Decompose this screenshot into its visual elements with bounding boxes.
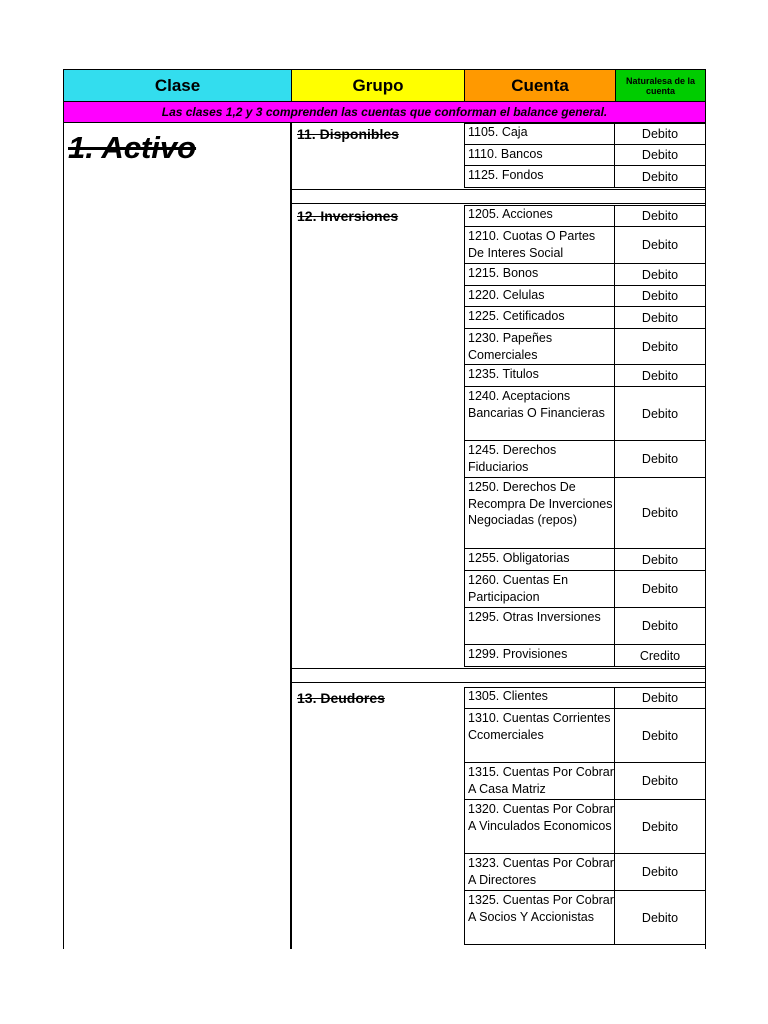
account-label: 1323. Cuentas Por Cobrar A Directores [464, 854, 615, 891]
group-spacer-row [292, 668, 706, 683]
account-label: 1110. Bancos [464, 145, 615, 166]
info-banner: Las clases 1,2 y 3 comprenden las cuentas que conforman el balance general. [63, 101, 706, 123]
account-nature: Debito [615, 286, 706, 307]
account-nature: Debito [615, 763, 706, 800]
grupo-title: 13. Deudores [297, 690, 385, 706]
account-nature: Debito [615, 608, 706, 645]
header-grupo: Grupo [291, 69, 465, 102]
account-label: 1305. Clientes [464, 687, 615, 709]
group-spacer-row [292, 189, 706, 204]
account-nature: Debito [615, 478, 706, 549]
account-label: 1295. Otras Inversiones [464, 608, 615, 645]
account-label: 1255. Obligatorias [464, 549, 615, 571]
account-label: 1325. Cuentas Por Cobrar A Socios Y Accionistas [464, 891, 615, 945]
account-label: 1125. Fondos [464, 166, 615, 188]
account-label: 1215. Bonos [464, 264, 615, 286]
account-label: 1105. Caja [464, 123, 615, 145]
account-nature: Debito [615, 329, 706, 365]
account-nature: Debito [615, 264, 706, 286]
account-label: 1235. Titulos [464, 365, 615, 387]
account-label: 1205. Acciones [464, 205, 615, 227]
clase-title: 1. Activo [68, 130, 197, 165]
account-nature: Debito [615, 549, 706, 571]
account-nature: Debito [615, 387, 706, 441]
account-nature: Debito [615, 687, 706, 709]
account-label: 1320. Cuentas Por Cobrar A Vinculados Economicos [464, 800, 615, 854]
account-label: 1299. Provisiones [464, 645, 615, 667]
account-label: 1315. Cuentas Por Cobrar A Casa Matriz [464, 763, 615, 800]
account-nature: Debito [615, 166, 706, 188]
account-nature: Debito [615, 145, 706, 166]
account-nature: Credito [615, 645, 706, 667]
account-label: 1210. Cuotas O Partes De Interes Social [464, 227, 615, 264]
account-label: 1225. Cetificados [464, 307, 615, 329]
account-nature: Debito [615, 800, 706, 854]
account-nature: Debito [615, 854, 706, 891]
grupo-title: 12. Inversiones [297, 208, 399, 224]
account-label: 1245. Derechos Fiduciarios [464, 441, 615, 478]
header-clase: Clase [63, 69, 292, 102]
account-label: 1230. Papeñes Comerciales [464, 329, 615, 365]
account-nature: Debito [615, 571, 706, 608]
account-label: 1250. Derechos De Recompra De Inverciones Negociadas (repos) [464, 478, 615, 549]
account-nature: Debito [615, 709, 706, 763]
account-nature: Debito [615, 365, 706, 387]
header-naturaleza: Naturalesa de la cuenta [615, 69, 706, 102]
account-label: 1260. Cuentas En Participacion [464, 571, 615, 608]
account-nature: Debito [615, 205, 706, 227]
account-label: 1220. Celulas [464, 286, 615, 307]
clase-right-border [290, 123, 292, 949]
account-nature: Debito [615, 227, 706, 264]
clase-left-border [63, 123, 64, 949]
account-label: 1240. Aceptacions Bancarias O Financieras [464, 387, 615, 441]
account-label: 1310. Cuentas Corrientes Ccomerciales [464, 709, 615, 763]
account-nature: Debito [615, 891, 706, 945]
header-cuenta: Cuenta [464, 69, 616, 102]
account-nature: Debito [615, 123, 706, 145]
account-nature: Debito [615, 441, 706, 478]
grupo-title: 11. Disponibles [297, 126, 399, 142]
account-nature: Debito [615, 307, 706, 329]
